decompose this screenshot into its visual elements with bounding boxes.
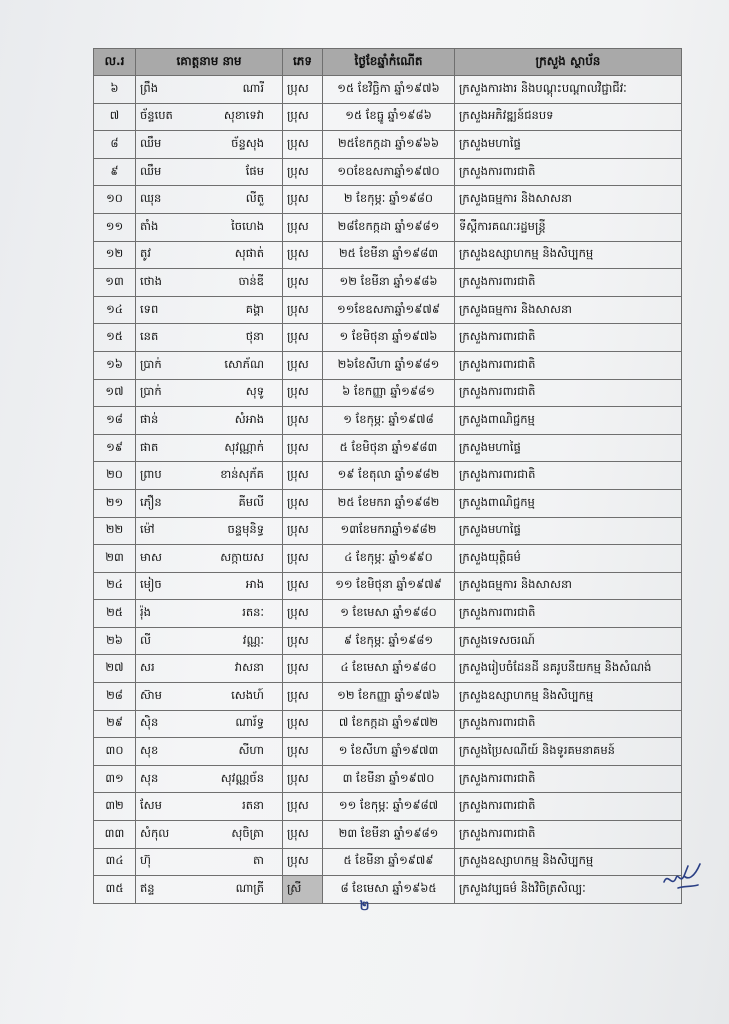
table-row bbox=[94, 76, 682, 104]
ministry-cell: ក្រសួងវប្បធម៌ និងវិចិត្រសិល្បៈ bbox=[455, 876, 682, 904]
given-name: សុផាត់ bbox=[234, 246, 264, 261]
table-row bbox=[94, 489, 682, 517]
sex-cell: ប្រុស bbox=[283, 545, 323, 573]
full-name-cell bbox=[136, 462, 283, 490]
ministry-cell: ក្រសួងការពារជាតិ bbox=[455, 821, 682, 849]
ministry-cell: ក្រសួងធម្មការ និងសាសនា bbox=[455, 572, 682, 600]
ministry-cell: ក្រសួងប្រៃសណីយ៍ និងទូរគមនាគមន៍ bbox=[455, 738, 682, 766]
full-name-cell bbox=[136, 158, 283, 186]
surname: តាំង bbox=[140, 218, 159, 233]
sex-cell: ប្រុស bbox=[283, 186, 323, 214]
birth-date-cell: ១ ខែកុម្ភៈ ឆ្នាំ១៩៧៨ bbox=[323, 407, 455, 435]
row-number: ៣១ bbox=[94, 765, 136, 793]
row-number: ៧ bbox=[94, 103, 136, 131]
table-row bbox=[94, 821, 682, 849]
table-row bbox=[94, 765, 682, 793]
ministry-cell: ក្រសួងឧស្សាហកម្ម និងសិប្បកម្ម bbox=[455, 241, 682, 269]
birth-date-cell: ៥ ខែមិថុនា ឆ្នាំ១៩៨៣ bbox=[323, 434, 455, 462]
given-name: វណ្ណៈ bbox=[242, 632, 264, 647]
given-name: ចាន់ឌី bbox=[238, 273, 264, 288]
birth-date-cell: ១៥ ខែធ្នូ ឆ្នាំ១៩៨៦ bbox=[323, 103, 455, 131]
birth-date-cell: ១៩ ខែតុលា ឆ្នាំ១៩៨២ bbox=[323, 462, 455, 490]
surname: មាស bbox=[140, 549, 162, 564]
row-number: ១៧ bbox=[94, 379, 136, 407]
ministry-cell: ក្រសួងការងារ និងបណ្តុះបណ្តាលវិជ្ជាជីវៈ bbox=[455, 76, 682, 104]
full-name-cell bbox=[136, 434, 283, 462]
ministry-cell: ក្រសួងមហាផ្ទៃ bbox=[455, 517, 682, 545]
table-row bbox=[94, 241, 682, 269]
row-number: ២៩ bbox=[94, 710, 136, 738]
sex-cell: ប្រុស bbox=[283, 821, 323, 849]
sex-cell: ប្រុស bbox=[283, 407, 323, 435]
sex-cell: ប្រុស bbox=[283, 76, 323, 104]
surname: ឈឹម bbox=[140, 135, 162, 150]
birth-date-cell: ៥ ខែមីនា ឆ្នាំ១៩៧៩ bbox=[323, 848, 455, 876]
surname: ទេព bbox=[140, 301, 159, 316]
row-number: ១១ bbox=[94, 213, 136, 241]
sex-cell: ប្រុស bbox=[283, 600, 323, 628]
full-name-cell bbox=[136, 131, 283, 159]
surname: សំកុល bbox=[140, 825, 170, 840]
full-name-cell bbox=[136, 572, 283, 600]
table-row bbox=[94, 379, 682, 407]
table-row bbox=[94, 627, 682, 655]
sex-cell: ប្រុស bbox=[283, 517, 323, 545]
sex-cell: ប្រុស bbox=[283, 269, 323, 297]
birth-date-cell: ២៦ខែសីហា ឆ្នាំ១៩៨១ bbox=[323, 351, 455, 379]
sex-cell: ប្រុស bbox=[283, 683, 323, 711]
table-row bbox=[94, 324, 682, 352]
ministry-cell: ក្រសួងមហាផ្ទៃ bbox=[455, 434, 682, 462]
given-name: សុចិត្រា bbox=[231, 825, 264, 840]
sex-cell: ប្រុស bbox=[283, 213, 323, 241]
table-row bbox=[94, 655, 682, 683]
surname: លី bbox=[140, 632, 151, 647]
row-number: ២១ bbox=[94, 489, 136, 517]
table-row bbox=[94, 351, 682, 379]
surname: ឥន្ទ bbox=[140, 881, 155, 896]
given-name: គីមលី bbox=[238, 494, 264, 509]
table-row bbox=[94, 158, 682, 186]
row-number: ២៨ bbox=[94, 683, 136, 711]
table-row bbox=[94, 793, 682, 821]
given-name: សុខាទេវា bbox=[223, 108, 264, 123]
given-name: លីតួ bbox=[245, 191, 264, 206]
surname: ប្រាក់ bbox=[140, 356, 162, 371]
table-body bbox=[94, 76, 682, 904]
page-number: ២ bbox=[359, 899, 370, 914]
full-name-cell bbox=[136, 545, 283, 573]
row-number: ១០ bbox=[94, 186, 136, 214]
ministry-cell: ក្រសួងអភិវឌ្ឍន៍ជនបទ bbox=[455, 103, 682, 131]
given-name: ខាន់សុភ័គ bbox=[220, 467, 264, 482]
birth-date-cell: ១៥ ខែវិច្ឆិកា ឆ្នាំ១៩៧៦ bbox=[323, 76, 455, 104]
full-name-cell bbox=[136, 848, 283, 876]
full-name-cell bbox=[136, 351, 283, 379]
header-no: ល.រ bbox=[94, 49, 136, 76]
given-name: សុវណ្ណច័ន bbox=[220, 770, 264, 785]
sex-cell: ប្រុស bbox=[283, 793, 323, 821]
ministry-cell: ក្រសួងពាណិជ្ជកម្ម bbox=[455, 489, 682, 517]
row-number: ២៤ bbox=[94, 572, 136, 600]
given-name: តា bbox=[253, 853, 264, 868]
ministry-cell: ក្រសួងធម្មការ និងសាសនា bbox=[455, 296, 682, 324]
full-name-cell bbox=[136, 269, 283, 297]
table-row bbox=[94, 517, 682, 545]
table-row bbox=[94, 683, 682, 711]
full-name-cell bbox=[136, 821, 283, 849]
table-row bbox=[94, 213, 682, 241]
given-name: អាង bbox=[245, 577, 264, 592]
sex-cell: ប្រុស bbox=[283, 103, 323, 131]
birth-date-cell: ១ ខែមិថុនា ឆ្នាំ១៩៧៦ bbox=[323, 324, 455, 352]
full-name-cell bbox=[136, 186, 283, 214]
table-row bbox=[94, 572, 682, 600]
birth-date-cell: ១៣ខែមករាឆ្នាំ១៩៨២ bbox=[323, 517, 455, 545]
birth-date-cell: ៧ ខែកក្កដា ឆ្នាំ១៩៧២ bbox=[323, 710, 455, 738]
row-number: ២៥ bbox=[94, 600, 136, 628]
full-name-cell bbox=[136, 76, 283, 104]
given-name: សក្កាយស bbox=[220, 549, 264, 564]
sex-cell: ប្រុស bbox=[283, 434, 323, 462]
ministry-cell: ក្រសួងការពារជាតិ bbox=[455, 324, 682, 352]
surname: ផាត bbox=[140, 439, 159, 454]
birth-date-cell: ១១ខែឧសភាឆ្នាំ១៩៧៩ bbox=[323, 296, 455, 324]
full-name-cell bbox=[136, 103, 283, 131]
full-name-cell bbox=[136, 213, 283, 241]
table-row bbox=[94, 434, 682, 462]
personnel-table bbox=[93, 48, 682, 904]
surname: ឈុន bbox=[140, 191, 162, 206]
sex-cell: ប្រុស bbox=[283, 158, 323, 186]
header-ministry: ក្រសួង ស្ថាប័ន bbox=[455, 49, 682, 76]
ministry-cell: ក្រសួងការពារជាតិ bbox=[455, 765, 682, 793]
surname: មៀច bbox=[140, 577, 162, 592]
sex-cell: ប្រុស bbox=[283, 627, 323, 655]
surname: ព្រឹង bbox=[140, 80, 159, 95]
surname: ថោង bbox=[140, 273, 162, 288]
birth-date-cell: ២៣ ខែមីនា ឆ្នាំ១៩៨១ bbox=[323, 821, 455, 849]
given-name: សុវណ្ណាក់ bbox=[224, 439, 264, 454]
row-number: ៣៣ bbox=[94, 821, 136, 849]
given-name: ណាត្រី bbox=[235, 881, 264, 896]
full-name-cell bbox=[136, 683, 283, 711]
table-row bbox=[94, 848, 682, 876]
surname: ម៉ៅ bbox=[140, 522, 155, 537]
ministry-cell: ទីស្តីការគណៈរដ្ឋមន្ត្រី bbox=[455, 213, 682, 241]
row-number: ៩ bbox=[94, 158, 136, 186]
row-number: ២៧ bbox=[94, 655, 136, 683]
table-row bbox=[94, 103, 682, 131]
given-name: ចន្ទមុនិទ្ធ bbox=[227, 522, 264, 537]
row-number: ១៤ bbox=[94, 296, 136, 324]
surname: សរ bbox=[140, 660, 155, 675]
table-row bbox=[94, 738, 682, 766]
surname: ប្រាក់ bbox=[140, 384, 162, 399]
birth-date-cell: ២៨ខែកក្កដា ឆ្នាំ១៩៨១ bbox=[323, 213, 455, 241]
full-name-cell bbox=[136, 627, 283, 655]
row-number: ១៣ bbox=[94, 269, 136, 297]
birth-date-cell: ៤ ខែកុម្ភៈ ឆ្នាំ១៩៩០ bbox=[323, 545, 455, 573]
birth-date-cell: ១០ខែឧសភាឆ្នាំ១៩៧០ bbox=[323, 158, 455, 186]
signature-icon bbox=[660, 858, 704, 892]
ministry-cell: ក្រសួងឧស្សាហកម្ម និងសិប្បកម្ម bbox=[455, 683, 682, 711]
table-row bbox=[94, 462, 682, 490]
ministry-cell: ក្រសួងការពារជាតិ bbox=[455, 793, 682, 821]
row-number: ១៨ bbox=[94, 407, 136, 435]
birth-date-cell: ១១ ខែកុម្ភៈ ឆ្នាំ១៩៨៧ bbox=[323, 793, 455, 821]
surname: ច័ន្ទបេត bbox=[140, 108, 173, 123]
row-number: ២២ bbox=[94, 517, 136, 545]
surname: សុខ bbox=[140, 743, 159, 758]
row-number: ២៣ bbox=[94, 545, 136, 573]
ministry-cell: ក្រសួងធម្មការ និងសាសនា bbox=[455, 186, 682, 214]
ministry-cell: ក្រសួងការពារជាតិ bbox=[455, 351, 682, 379]
surname: សុន bbox=[140, 770, 159, 785]
ministry-cell: ក្រសួងពាណិជ្ជកម្ម bbox=[455, 407, 682, 435]
birth-date-cell: ១១ ខែមិថុនា ឆ្នាំ១៩៧៩ bbox=[323, 572, 455, 600]
birth-date-cell: ៩ ខែកុម្ភៈ ឆ្នាំ១៩៨១ bbox=[323, 627, 455, 655]
row-number: ៣០ bbox=[94, 738, 136, 766]
given-name: គង្គា bbox=[245, 301, 264, 316]
sex-cell: ប្រុស bbox=[283, 848, 323, 876]
table-row bbox=[94, 131, 682, 159]
full-name-cell bbox=[136, 296, 283, 324]
ministry-cell: ក្រសួងយុត្តិធម៌ bbox=[455, 545, 682, 573]
table-row bbox=[94, 600, 682, 628]
table-row bbox=[94, 407, 682, 435]
sex-cell: ប្រុស bbox=[283, 241, 323, 269]
sex-cell: ប្រុស bbox=[283, 351, 323, 379]
sex-cell: ប្រុស bbox=[283, 738, 323, 766]
given-name: ផែម bbox=[245, 163, 264, 178]
given-name: សុទូ bbox=[245, 384, 264, 399]
birth-date-cell: ១២ ខែមីនា ឆ្នាំ១៩៨៦ bbox=[323, 269, 455, 297]
surname: ព្រាប bbox=[140, 467, 162, 482]
surname: ស៊ិន bbox=[140, 715, 159, 730]
row-number: ១៦ bbox=[94, 351, 136, 379]
birth-date-cell: ៨ ខែមេសា ឆ្នាំ១៩៦៥ bbox=[323, 876, 455, 904]
full-name-cell bbox=[136, 793, 283, 821]
given-name: សោភ័ណ bbox=[224, 356, 264, 371]
birth-date-cell: ២៥ ខែមករា ឆ្នាំ១៩៨២ bbox=[323, 489, 455, 517]
surname: ហ៊ុ bbox=[140, 853, 151, 868]
surname: ស៊ាម bbox=[140, 687, 162, 702]
birth-date-cell: ៦ ខែកញ្ញា ឆ្នាំ១៩៨១ bbox=[323, 379, 455, 407]
sex-cell: ប្រុស bbox=[283, 655, 323, 683]
birth-date-cell: ៣ ខែមីនា ឆ្នាំ១៩៧០ bbox=[323, 765, 455, 793]
given-name: វាសនា bbox=[234, 660, 264, 675]
table-row bbox=[94, 296, 682, 324]
full-name-cell bbox=[136, 738, 283, 766]
given-name: សេងហ៍ bbox=[231, 687, 264, 702]
given-name: ណារ័ទ្ធ bbox=[235, 715, 264, 730]
full-name-cell bbox=[136, 379, 283, 407]
surname: តូវ bbox=[140, 246, 151, 261]
sex-cell: ប្រុស bbox=[283, 379, 323, 407]
surname: ផាន់ bbox=[140, 411, 159, 426]
row-number: ១២ bbox=[94, 241, 136, 269]
surname: សែម bbox=[140, 798, 162, 813]
full-name-cell bbox=[136, 765, 283, 793]
given-name: រតនៈ bbox=[242, 605, 264, 620]
table-row bbox=[94, 710, 682, 738]
header-sex: ភេទ bbox=[283, 49, 323, 76]
full-name-cell bbox=[136, 241, 283, 269]
full-name-cell bbox=[136, 655, 283, 683]
header-name: គោត្តនាម នាម bbox=[136, 49, 283, 76]
sex-cell: ប្រុស bbox=[283, 131, 323, 159]
surname: រ៉ុង bbox=[140, 605, 151, 620]
full-name-cell bbox=[136, 600, 283, 628]
header-dob: ថ្ងៃខែឆ្នាំកំណើត bbox=[323, 49, 455, 76]
row-number: ២៦ bbox=[94, 627, 136, 655]
ministry-cell: ក្រសួងការពារជាតិ bbox=[455, 710, 682, 738]
table-row bbox=[94, 269, 682, 297]
birth-date-cell: ២៥ខែកក្កដា ឆ្នាំ១៩៦៦ bbox=[323, 131, 455, 159]
given-name: សីហា bbox=[238, 743, 264, 758]
ministry-cell: ក្រសួងការពារជាតិ bbox=[455, 379, 682, 407]
surname: ភឿន bbox=[140, 494, 162, 509]
sex-cell: ប្រុស bbox=[283, 710, 323, 738]
row-number: ៦ bbox=[94, 76, 136, 104]
full-name-cell bbox=[136, 324, 283, 352]
row-number: ៣២ bbox=[94, 793, 136, 821]
birth-date-cell: ១២ ខែកញ្ញា ឆ្នាំ១៩៧៦ bbox=[323, 683, 455, 711]
given-name: រតនា bbox=[242, 798, 264, 813]
surname: ឈឹម bbox=[140, 163, 162, 178]
full-name-cell bbox=[136, 710, 283, 738]
sex-cell: ប្រុស bbox=[283, 765, 323, 793]
table-row bbox=[94, 545, 682, 573]
sex-cell: ប្រុស bbox=[283, 489, 323, 517]
given-name: សំអាង bbox=[234, 411, 264, 426]
sex-cell: ប្រុស bbox=[283, 324, 323, 352]
table-header-row bbox=[94, 49, 682, 76]
row-number: ៣៥ bbox=[94, 876, 136, 904]
full-name-cell bbox=[136, 407, 283, 435]
row-number: ៣៤ bbox=[94, 848, 136, 876]
table-row bbox=[94, 186, 682, 214]
ministry-cell: ក្រសួងរៀបចំដែនដី នគរូបនីយកម្ម និងសំណង់ bbox=[455, 655, 682, 683]
birth-date-cell: ២ ខែកុម្ភៈ ឆ្នាំ១៩៨០ bbox=[323, 186, 455, 214]
row-number: ១៥ bbox=[94, 324, 136, 352]
given-name: ណារី bbox=[242, 80, 264, 95]
ministry-cell: ក្រសួងការពារជាតិ bbox=[455, 462, 682, 490]
ministry-cell: ក្រសួងឧស្សាហកម្ម និងសិប្បកម្ម bbox=[455, 848, 682, 876]
sex-cell: ប្រុស bbox=[283, 462, 323, 490]
ministry-cell: ក្រសួងការពារជាតិ bbox=[455, 158, 682, 186]
given-name: ថុនា bbox=[245, 329, 264, 344]
birth-date-cell: ២៥ ខែមីនា ឆ្នាំ១៩៨៣ bbox=[323, 241, 455, 269]
ministry-cell: ក្រសួងការពារជាតិ bbox=[455, 269, 682, 297]
full-name-cell bbox=[136, 489, 283, 517]
birth-date-cell: ១ ខែសីហា ឆ្នាំ១៩៧៣ bbox=[323, 738, 455, 766]
given-name: ច័ន្ទសុង bbox=[231, 135, 264, 150]
row-number: ២០ bbox=[94, 462, 136, 490]
sex-cell: ស្រី bbox=[283, 876, 323, 904]
row-number: ១៩ bbox=[94, 434, 136, 462]
given-name: ចៃហេង bbox=[231, 218, 264, 233]
ministry-cell: ក្រសួងទេសចរណ៍ bbox=[455, 627, 682, 655]
sex-cell: ប្រុស bbox=[283, 572, 323, 600]
sex-cell: ប្រុស bbox=[283, 296, 323, 324]
full-name-cell bbox=[136, 517, 283, 545]
birth-date-cell: ៤ ខែមេសា ឆ្នាំ១៩៨០ bbox=[323, 655, 455, 683]
ministry-cell: ក្រសួងការពារជាតិ bbox=[455, 600, 682, 628]
ministry-cell: ក្រសួងមហាផ្ទៃ bbox=[455, 131, 682, 159]
row-number: ៨ bbox=[94, 131, 136, 159]
birth-date-cell: ១ ខែមេសា ឆ្នាំ១៩៨០ bbox=[323, 600, 455, 628]
surname: នេត bbox=[140, 329, 159, 344]
